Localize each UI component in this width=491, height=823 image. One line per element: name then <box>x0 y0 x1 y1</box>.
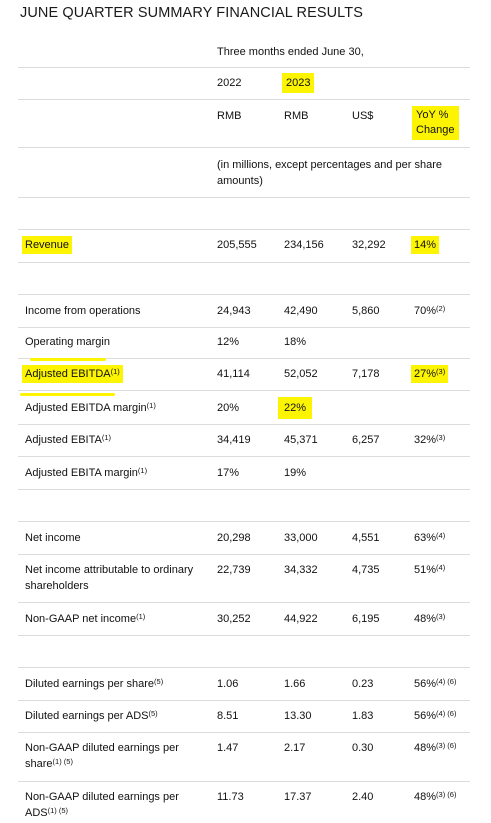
divider <box>18 554 470 555</box>
value-2022: 41,114 <box>217 368 250 380</box>
units-note: (in millions, except percentages and per share amounts) <box>217 159 443 187</box>
row-label: Adjusted EBITA margin$^{(1)}$ <box>25 466 148 479</box>
value-usd: 6,195 <box>352 613 380 625</box>
divider <box>18 99 470 100</box>
value-2023: 42,490 <box>284 305 318 317</box>
value-2022: 11.73 <box>217 791 244 803</box>
currency-usd-header: US$ <box>352 110 374 122</box>
value-2023: 45,371 <box>284 434 318 446</box>
row-label: Operating margin <box>25 336 110 348</box>
value-yoy: 56%$^{(4) (6)}$ <box>414 677 457 690</box>
value-yoy: 27%$^{(3)}$ <box>411 365 448 383</box>
value-usd: 32,292 <box>352 239 386 251</box>
value-usd: 4,551 <box>352 532 380 544</box>
currency-2023-header: RMB <box>284 110 309 122</box>
divider <box>18 635 470 636</box>
row-label: Net income attributable to ordinary shareholders <box>25 564 194 592</box>
value-yoy: 56%$^{(4) (6)}$ <box>414 709 457 722</box>
value-usd: 5,860 <box>352 305 380 317</box>
value-2023: 13.30 <box>284 710 312 722</box>
highlighter-mark <box>30 358 106 361</box>
value-yoy: 48%$^{(3)}$ <box>414 612 446 625</box>
value-2022: 205,555 <box>217 239 257 251</box>
value-2023: 17.37 <box>284 791 312 803</box>
value-2022: 20,298 <box>217 532 251 544</box>
row-label: Income from operations <box>25 305 141 317</box>
value-usd: 0.30 <box>352 742 374 754</box>
row-label: Non-GAAP diluted earnings per share$^{(1) (5)}$ <box>25 742 179 770</box>
value-2023: 2.17 <box>284 742 306 754</box>
divider <box>18 262 470 263</box>
value-2023: 44,922 <box>284 613 318 625</box>
value-2023: 22% <box>278 397 312 419</box>
value-2023: 34,332 <box>284 564 318 576</box>
value-yoy: 63%$^{(4)}$ <box>414 531 446 544</box>
row-label: Diluted earnings per share$^{(5)}$ <box>25 677 164 690</box>
value-2023: 1.66 <box>284 678 306 690</box>
row-label: Adjusted EBITDA margin$^{(1)}$ <box>25 401 156 414</box>
divider <box>18 67 470 68</box>
divider <box>18 781 470 782</box>
yoy-header-line1: YoY % <box>416 109 449 121</box>
divider <box>18 294 470 295</box>
divider <box>18 147 470 148</box>
value-yoy: 70%$^{(2)}$ <box>414 304 446 317</box>
divider <box>18 229 470 230</box>
year-2023-header: 2023 <box>282 73 314 93</box>
row-label: Adjusted EBITDA$^{(1)}$ <box>22 365 123 383</box>
period-header: Three months ended June 30, <box>217 46 364 58</box>
value-usd: 0.23 <box>352 678 374 690</box>
value-2022: 24,943 <box>217 305 251 317</box>
row-label: Adjusted EBITA$^{(1)}$ <box>25 433 112 446</box>
value-2023: 234,156 <box>284 239 324 251</box>
value-yoy: 32%$^{(3)}$ <box>414 433 446 446</box>
value-yoy: 48%$^{(3) (6)}$ <box>414 790 457 803</box>
page-title: JUNE QUARTER SUMMARY FINANCIAL RESULTS <box>20 5 363 21</box>
row-label: Non-GAAP net income$^{(1)}$ <box>25 612 146 625</box>
value-usd: 6,257 <box>352 434 380 446</box>
highlighter-mark <box>20 393 115 396</box>
value-yoy: 14% <box>411 236 439 254</box>
divider <box>18 667 470 668</box>
row-label: Net income <box>25 532 81 544</box>
divider <box>18 456 470 457</box>
value-2022: 20% <box>217 402 240 414</box>
value-2022: 30,252 <box>217 613 251 625</box>
divider <box>18 700 470 701</box>
row-label: Diluted earnings per ADS$^{(5)}$ <box>25 709 158 722</box>
divider <box>18 489 470 490</box>
divider <box>18 521 470 522</box>
value-2022: 1.47 <box>217 742 239 754</box>
value-2023: 52,052 <box>284 368 318 380</box>
divider <box>18 424 470 425</box>
value-usd: 2.40 <box>352 791 374 803</box>
value-2022: 8.51 <box>217 710 239 722</box>
value-yoy: 48%$^{(3) (6)}$ <box>414 741 457 754</box>
value-2023: 33,000 <box>284 532 318 544</box>
row-label: Non-GAAP diluted earnings per $ADS^{(1) (5)}$ <box>25 791 179 819</box>
divider <box>18 390 470 391</box>
divider <box>18 602 470 603</box>
yoy-header <box>412 106 459 140</box>
value-usd: 4,735 <box>352 564 380 576</box>
divider <box>18 197 470 198</box>
row-label: Revenue <box>22 236 72 254</box>
yoy-header-line2: Change <box>416 124 455 136</box>
value-2023: 19% <box>284 467 307 479</box>
value-yoy: 51%$^{(4)}$ <box>414 563 446 576</box>
divider <box>18 732 470 733</box>
divider <box>18 327 470 328</box>
currency-2022-header: RMB <box>217 110 242 122</box>
value-2022: 1.06 <box>217 678 239 690</box>
value-2022: 22,739 <box>217 564 251 576</box>
value-2022: 12% <box>217 336 240 348</box>
year-2022-header: 2022 <box>217 77 242 89</box>
value-usd: 1.83 <box>352 710 374 722</box>
value-2023: 18% <box>284 336 307 348</box>
value-2022: 17% <box>217 467 240 479</box>
value-usd: 7,178 <box>352 368 380 380</box>
value-2022: 34,419 <box>217 434 251 446</box>
